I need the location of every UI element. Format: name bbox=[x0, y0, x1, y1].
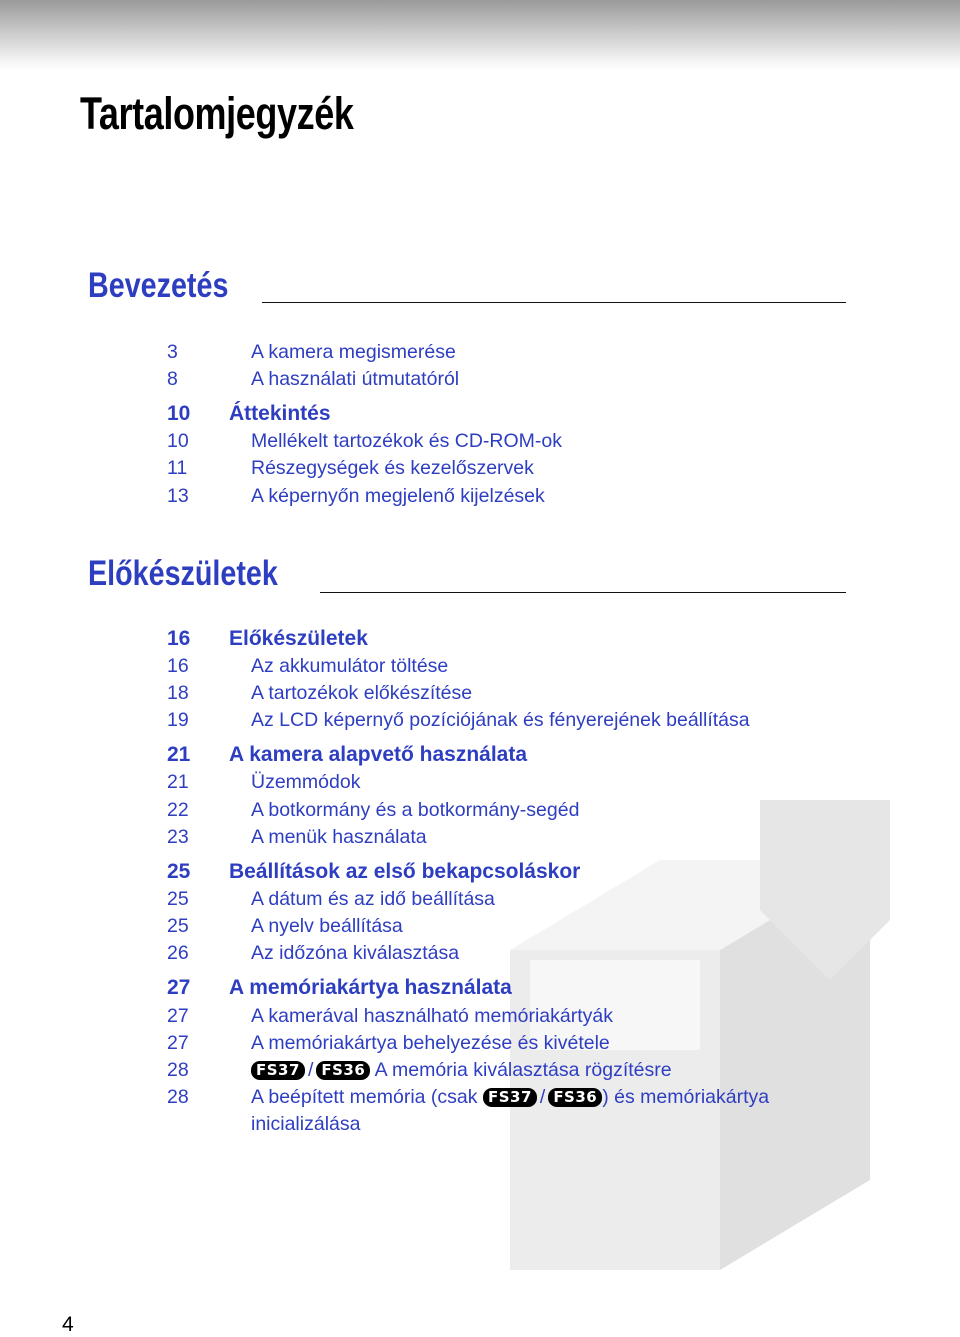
toc-entry-title: A kamerával használható memóriakártyák bbox=[251, 1005, 613, 1027]
toc-entry[interactable] bbox=[0, 680, 900, 706]
toc-entry-title: A használati útmutatóról bbox=[251, 368, 460, 390]
toc-chapter-entry[interactable] bbox=[0, 626, 900, 652]
toc-entry-title-part: ) és memóriakártya bbox=[602, 1086, 770, 1108]
page-title: Tartalomjegyzék bbox=[80, 88, 354, 139]
toc-entry-title: A tartozékok előkészítése bbox=[251, 682, 473, 704]
toc-entry[interactable] bbox=[0, 824, 900, 850]
badge-separator: / bbox=[539, 1086, 546, 1108]
section-heading-elokeszuletek: Előkészületek bbox=[88, 554, 278, 593]
toc-chapter-title: A kamera alapvető használata bbox=[229, 743, 528, 766]
toc-entry-title: Részegységek és kezelőszervek bbox=[251, 457, 534, 479]
toc-page-number: 22 bbox=[167, 799, 189, 821]
toc-entry[interactable] bbox=[0, 1030, 900, 1056]
section-heading-rule bbox=[320, 592, 846, 593]
toc-entry[interactable] bbox=[0, 769, 900, 795]
toc-entry-title: A dátum és az idő beállítása bbox=[251, 888, 495, 910]
section-heading-bevezetes: Bevezetés bbox=[88, 266, 229, 305]
toc-page-number: 27 bbox=[167, 976, 191, 999]
toc-page-number: 25 bbox=[167, 915, 189, 937]
toc-page-number: 28 bbox=[167, 1086, 189, 1108]
toc-page-number: 26 bbox=[167, 942, 189, 964]
toc-chapter-title: A memóriakártya használata bbox=[229, 976, 512, 999]
toc-chapter-title: Áttekintés bbox=[229, 402, 331, 425]
toc-page-number: 16 bbox=[167, 655, 189, 677]
toc-entry[interactable] bbox=[0, 707, 900, 733]
toc-page-number: 25 bbox=[167, 860, 191, 883]
toc-entry-title-with-badges bbox=[251, 1084, 769, 1110]
toc-entry[interactable] bbox=[0, 1057, 900, 1083]
toc-chapter-entry[interactable] bbox=[0, 975, 900, 1001]
toc-page-number: 11 bbox=[167, 457, 188, 479]
badge-separator: / bbox=[307, 1059, 314, 1081]
toc-entry[interactable] bbox=[0, 1003, 900, 1029]
toc-entry-title: A nyelv beállítása bbox=[251, 915, 403, 937]
toc-chapter-title: Beállítások az első bekapcsoláskor bbox=[229, 860, 581, 883]
model-badge-fs36: FS36 bbox=[548, 1088, 602, 1107]
toc-entry[interactable] bbox=[0, 455, 900, 481]
page-number: 4 bbox=[62, 1313, 74, 1336]
toc-page-number: 8 bbox=[167, 368, 178, 390]
toc-entry-title-continuation: inicializálása bbox=[251, 1113, 361, 1135]
toc-entry[interactable] bbox=[0, 653, 900, 679]
toc-page-number: 25 bbox=[167, 888, 189, 910]
toc-entry-title: Az akkumulátor töltése bbox=[251, 655, 449, 677]
toc-chapter-entry[interactable] bbox=[0, 401, 900, 427]
toc-entry-title: Az időzóna kiválasztása bbox=[251, 942, 460, 964]
toc-entry[interactable] bbox=[0, 797, 900, 823]
toc-chapter-entry[interactable] bbox=[0, 859, 900, 885]
toc-entry-title: Mellékelt tartozékok és CD-ROM-ok bbox=[251, 430, 562, 452]
toc-page-number: 3 bbox=[167, 341, 178, 363]
toc-chapter-title: Előkészületek bbox=[229, 627, 368, 650]
toc-entry[interactable] bbox=[0, 886, 900, 912]
toc-chapter-entry[interactable] bbox=[0, 742, 900, 768]
section-heading-rule bbox=[262, 302, 846, 303]
toc-entry[interactable] bbox=[0, 1084, 900, 1110]
model-badge-fs36: FS36 bbox=[316, 1061, 370, 1080]
toc-page-number: 16 bbox=[167, 627, 191, 650]
header-gradient-band bbox=[0, 0, 960, 70]
toc-page-number: 21 bbox=[167, 743, 191, 766]
toc-page-number: 21 bbox=[167, 771, 189, 793]
toc-entry[interactable] bbox=[0, 913, 900, 939]
toc-entry-title: A memória kiválasztása rögzítésre bbox=[374, 1059, 672, 1081]
toc-page-number: 10 bbox=[167, 402, 191, 425]
toc-entry[interactable] bbox=[0, 339, 900, 365]
toc-page-number: 19 bbox=[167, 709, 189, 731]
toc-entry-title: A memóriakártya behelyezése és kivétele bbox=[251, 1032, 610, 1054]
toc-page-number: 18 bbox=[167, 682, 189, 704]
toc-entry[interactable] bbox=[0, 940, 900, 966]
toc-entry[interactable] bbox=[0, 483, 900, 509]
toc-page-number: 10 bbox=[167, 430, 189, 452]
toc-entry-continuation[interactable] bbox=[0, 1111, 900, 1137]
toc-page-number: 23 bbox=[167, 826, 189, 848]
toc-entry-title: A képernyőn megjelenő kijelzések bbox=[251, 485, 545, 507]
model-badge-fs37: FS37 bbox=[251, 1061, 305, 1080]
toc-page-number: 27 bbox=[167, 1005, 189, 1027]
toc-entry-title: A menük használata bbox=[251, 826, 427, 848]
model-badge-fs37: FS37 bbox=[483, 1088, 537, 1107]
toc-page-number: 27 bbox=[167, 1032, 189, 1054]
toc-entry-title: A kamera megismerése bbox=[251, 341, 456, 363]
toc-entry[interactable] bbox=[0, 366, 900, 392]
toc-page-number: 13 bbox=[167, 485, 189, 507]
toc-entry[interactable] bbox=[0, 428, 900, 454]
toc-entry-title-part: A beépített memória (csak bbox=[251, 1086, 478, 1108]
toc-entry-title: Az LCD képernyő pozíciójának és fényerejének beállítása bbox=[251, 709, 750, 731]
toc-page-number: 28 bbox=[167, 1059, 189, 1081]
toc-entry-title-with-badges bbox=[251, 1057, 672, 1083]
toc-entry-title: A botkormány és a botkormány-segéd bbox=[251, 799, 580, 821]
toc-entry-title: Üzemmódok bbox=[251, 771, 361, 793]
